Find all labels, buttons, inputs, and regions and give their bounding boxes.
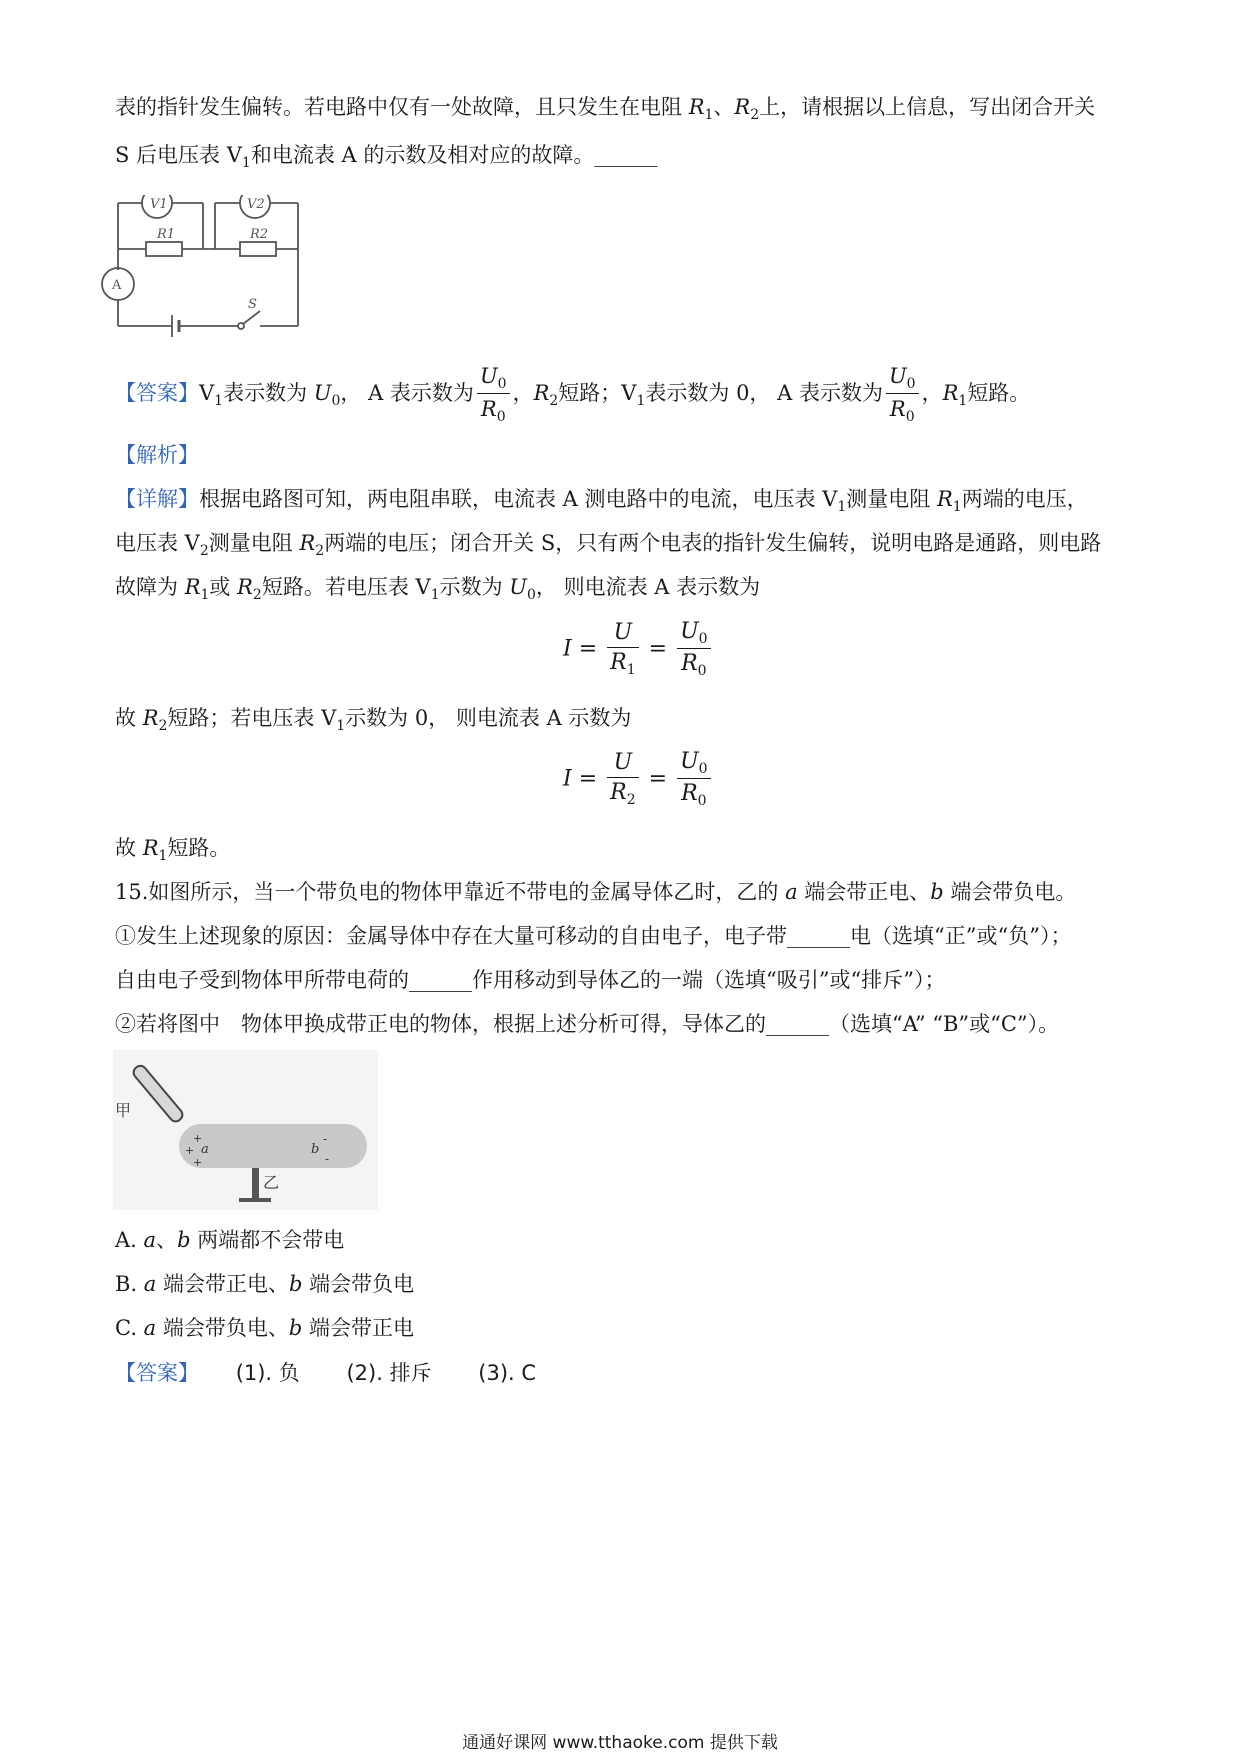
fraction-u0-r0-2: $\frac{U_0}{R_0}$ xyxy=(886,362,919,427)
switch-label: S xyxy=(248,297,257,312)
detail-line2: 电压表 $V_2$测量电阻 $R_2$两端的电压；闭合开关 S，只有两个电表的指针发生偏转，说明电路是通路，则电路 xyxy=(115,531,1102,559)
v1-label: V1 xyxy=(150,197,168,212)
option-a: A. a、b 两端都不会带电 xyxy=(115,1228,345,1252)
analysis-tag: 【解析】 xyxy=(115,443,199,467)
svg-text:-: - xyxy=(323,1132,328,1146)
detail-line1: 【详解】根据电路图可知，两电阻串联，电流表 A 测电路中的电流，电压表 $V_1$测量电阻 $R_1$两端的电压， xyxy=(115,487,1088,515)
option-c: C. a 端会带负电、b 端会带正电 xyxy=(115,1316,415,1340)
detail-line3: 故障为 $R_1$或 $R_2$短路。若电压表 $V_1$示数为 $U_0$， 则电流表 A 表示数为 xyxy=(115,575,761,603)
q15-answer: 【答案】 (1). 负 (2). 排斥 (3). C xyxy=(115,1361,537,1385)
v2-label: V2 xyxy=(247,197,265,212)
svg-text:+: + xyxy=(185,1144,195,1157)
svg-text:+: + xyxy=(193,1156,203,1169)
q15-stem: 15.如图所示，当一个带负电的物体甲靠近不带电的金属导体乙时，乙的 a 端会带正电、b 端会带负电。 xyxy=(115,880,1077,904)
q14-line1: 表的指针发生偏转。若电路中仅有一处故障，且只发生在电阻 $R_1$、$R_2$上，请根据以上信息，写出闭合开关 xyxy=(115,95,1096,123)
footer: 通通好课网 www.tthaoke.com 提供下载 xyxy=(462,1733,778,1753)
svg-text:-: - xyxy=(325,1152,330,1166)
q14-answer: 【答案】$V_1$表示数为 $U_0$， A 表示数为 $\frac{U_0}{R_0}$ ，$R_2$短路；$V_1$表示数为 0， A 表示数为 $\frac{U_0}{R_0}$ ，$R_1$短路。 xyxy=(115,364,1031,425)
end-a-label: a xyxy=(201,1142,209,1157)
yi-label: 乙 xyxy=(263,1173,280,1192)
q14-line2: S 后电压表 $V_1$和电流表 A 的示数及相对应的故障。______ xyxy=(115,143,658,171)
svg-text:+: + xyxy=(193,1132,203,1145)
detail-line4: 故 $R_2$短路；若电压表 $V_1$示数为 0， 则电流表 A 示数为 xyxy=(115,706,632,734)
end-b-label: b xyxy=(311,1142,320,1157)
ammeter-label: A xyxy=(112,278,122,293)
r1-label: R1 xyxy=(157,227,176,242)
r2-label: R2 xyxy=(250,227,269,242)
formula-2: I = $\frac{U}{R_2}$ = $\frac{U_0}{R_0}$ xyxy=(563,748,714,811)
conductor-figure xyxy=(113,1050,378,1210)
formula-1: I = $\frac{U}{R_1}$ = $\frac{U_0}{R_0}$ xyxy=(563,618,714,681)
jia-label: 甲 xyxy=(115,1101,132,1120)
option-b: B. a 端会带正电、b 端会带负电 xyxy=(115,1272,415,1296)
q15-sub2: 自由电子受到物体甲所带电荷的______作用移动到导体乙的一端（选填“吸引”或“排斥”）； xyxy=(115,968,946,992)
q15-sub3: ②若将图中 物体甲换成带正电的物体，根据上述分析可得，导体乙的______（选填“A” “B”或“C”）。 xyxy=(115,1012,1060,1036)
answer-blank: ______ xyxy=(594,143,658,167)
circuit-diagram xyxy=(100,195,340,370)
q15-sub1: ①发生上述现象的原因：金属导体中存在大量可移动的自由电子，电子带______电（选填“正”或“负”）； xyxy=(115,924,1072,948)
fraction-u0-r0: $\frac{U_0}{R_0}$ xyxy=(477,362,510,427)
detail-line5: 故 $R_1$短路。 xyxy=(115,836,231,864)
